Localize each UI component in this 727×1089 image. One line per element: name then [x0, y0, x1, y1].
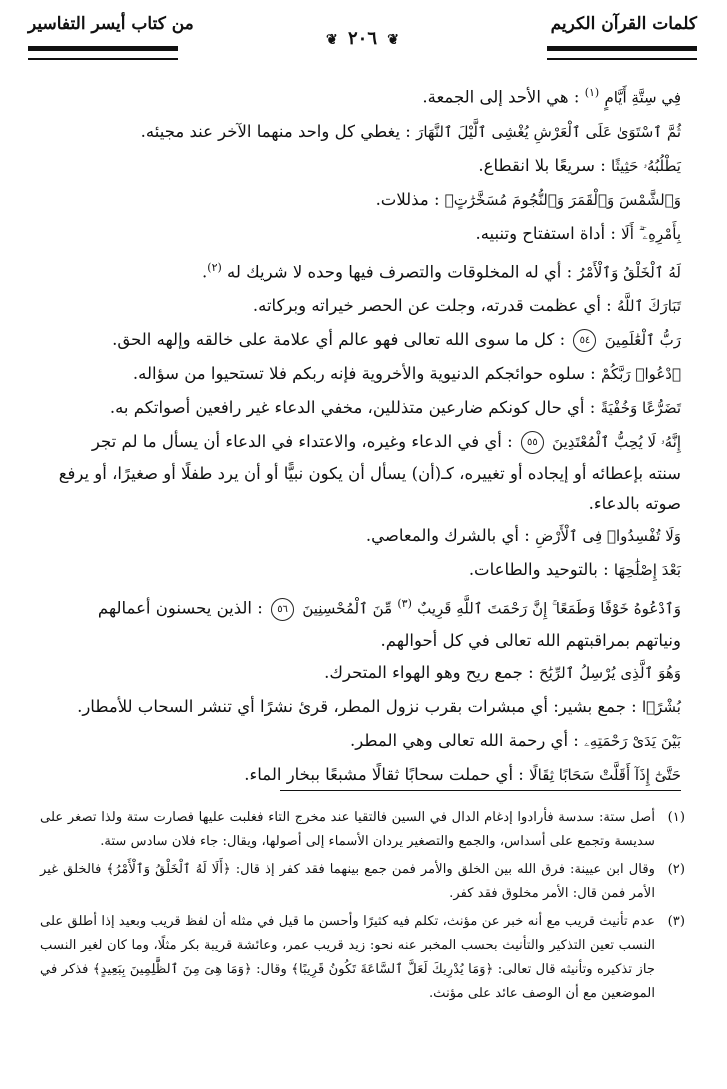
header-rule [547, 46, 697, 51]
quran-term: وَهُوَ ٱلَّذِى يُرْسِلُ ٱلرِّيَٰحَ [538, 663, 681, 682]
page-number-group [322, 28, 403, 49]
glossary-entry [42, 251, 681, 290]
term-meaning: : أي له المخلوقات والتصرف فيها وحده لا شريك له [227, 262, 573, 281]
quran-term: بُشْرًۢا [641, 697, 681, 716]
glossary-entry [42, 323, 681, 357]
term-meaning: : كل ما سوى الله تعالى فهو عالم أي علامة على خالقه وإلهه الحق. [112, 330, 566, 349]
ayah-number-icon: ٥٤ [573, 329, 596, 352]
glossary-entry [42, 519, 681, 553]
footnote [40, 806, 685, 854]
term-meaning: : أداة استفتاح وتنبيه. [475, 223, 616, 243]
quran-term: تَضَرُّعًا وَخُفْيَةً [600, 399, 681, 417]
footnote-text: أصل ستة: سدسة فأرادوا إدغام الدال في السين فالتقيا عند مخرج التاء فغلبت عليها فصارت ستة ولذا تصغر على سديسة وتجمع على أسداس، والجمع والتصغير يردان الأسماء إلى أصولها، ويقال: جاء فلان سادس ستة. [40, 810, 655, 849]
term-meaning: : أي بالشرك والمعاصي. [365, 526, 530, 545]
footnote-separator [280, 790, 681, 791]
quran-term: رَبُّ ٱلْعَٰلَمِينَ [604, 331, 681, 349]
ayah-number-icon: ٥٦ [271, 598, 294, 621]
quran-term: يَطْلُبُهُۥ حَثِيثًا [611, 156, 681, 175]
quran-term: وَٱلشَّمْسَ وَٱلْقَمَرَ وَٱلنُّجُومَ مُسَخَّرَٰتٍۭ [444, 190, 681, 209]
header-rule [28, 58, 178, 60]
glossary-entry [42, 656, 681, 690]
page-header [28, 14, 697, 54]
glossary-entry [42, 724, 681, 758]
header-rule [28, 46, 178, 51]
ornament-icon: ❦ [325, 32, 338, 48]
quran-term: بَعْدَ إِصْلَٰحِهَا [613, 561, 681, 579]
source-title: من كتاب أيسر التفاسير [28, 14, 194, 34]
term-meaning: : جمع بشير: أي مبشرات بقرب نزول المطر، قرئ نشرًا أي تنشر السحاب للأمطار. [77, 696, 637, 716]
term-meaning: : أي عظمت قدرته، وجلت عن الحصر خيراته وبركاته. [252, 296, 612, 315]
glossary-entry [42, 690, 681, 724]
page-number: ٢٠٦ [347, 28, 378, 49]
term-meaning: : جمع ريح وهو الهواء المتحرك. [324, 662, 534, 682]
footnote [40, 858, 685, 906]
term-meaning: : أي حملت سحابًا ثقالًا مشبعًا ببخار الماء. [244, 764, 524, 784]
term-meaning: : الذين يحسنون أعمالهم [97, 598, 263, 618]
ornament-icon: ❦ [387, 32, 400, 48]
quran-term: ثُمَّ ٱسْتَوَىٰ عَلَى ٱلْعَرْشِ يُغْشِى ٱلَّيْلَ ٱلنَّهَارَ [416, 122, 681, 141]
glossary-entry [42, 587, 681, 626]
quran-term: ٱدْعُوا۟ رَبَّكُمْ [600, 365, 681, 383]
glossary-entry [42, 115, 681, 149]
glossary-continuation: صوته بالدعاء. [588, 494, 681, 513]
glossary-entry [42, 357, 681, 391]
term-end: . [202, 262, 208, 281]
footnote-ref[interactable]: (٣) [397, 597, 412, 610]
footnote [40, 910, 685, 1006]
glossary-entry [42, 758, 681, 792]
term-meaning: : سريعًا بلا انقطاع. [478, 155, 606, 175]
term-meaning: : مذللات. [375, 189, 440, 209]
footnote-number: (٣) [667, 914, 685, 929]
term-meaning: : أي في الدعاء وغيره، والاعتداء في الدعاء أن يسأل ما لم تجر [91, 432, 513, 451]
glossary-entry [42, 183, 681, 217]
term-meaning: : يغطي كل واحد منهما الآخر عند مجيئه. [140, 121, 411, 141]
footnote-number: (١) [667, 810, 685, 825]
glossary-body [42, 76, 681, 792]
quran-term: بِأَمْرِهِۦٓ ۗ أَلَا [621, 224, 681, 243]
footnote-text: وقال ابن عيينة: فرق الله بين الخلق والأمر فمن جمع بينهما فقد كفر إذ قال: ﴿أَلَا لَهُ ٱلْخَلْقُ وَٱلْأَمْرُ﴾ فالخلق غير الأمر فمن قال: الأمر مخلوق فقد كفر. [40, 862, 655, 901]
glossary-entry [42, 217, 681, 251]
term-meaning: : سلوه حوائجكم الدنيوية والأخروية فإنه ربكم فلا تستحيوا من سؤاله. [132, 364, 596, 383]
footnote-ref[interactable]: (٢) [207, 260, 222, 274]
glossary-entry [42, 553, 681, 587]
glossary-entry [42, 391, 681, 425]
quran-term: تَبَارَكَ ٱللَّهُ [616, 297, 681, 315]
footnote-text: عدم تأنيث قريب مع أنه خبر عن مؤنث، تكلم فيه كثيرًا وأحسن ما قيل في مثله أن لفظ قريب وبعيد إذا أطلق على النسب تعين التذكير والتأنيث بحسب المخبر عنه نحو: زيد قريب عمر، وعائشة قريبة بكر مثلًا، وما كان لغير النسب جاز تذكيره وتأنيثه قال تعالى: ﴿وَمَا يُدْرِيكَ لَعَلَّ ٱلسَّاعَةَ تَكُونُ قَرِيبًا﴾ وقال: ﴿وَمَا هِىَ مِنَ ٱلظَّٰلِمِينَ بِبَعِيدٍ﴾ فذكر في الموضعين مع أن الوصف عائد على مؤنث. [40, 914, 655, 1001]
glossary-entry [42, 76, 681, 115]
ayah-number-icon: ٥٥ [521, 431, 544, 454]
book-title: كلمات القرآن الكريم [550, 14, 697, 34]
quran-term: مِّنَ ٱلْمُحْسِنِينَ [302, 599, 393, 618]
glossary-entry [42, 289, 681, 323]
quran-term: وَلَا تُفْسِدُوا۟ فِى ٱلْأَرْضِ [535, 527, 681, 545]
glossary-entry [42, 149, 681, 183]
term-meaning: : بالتوحيد والطاعات. [468, 560, 609, 579]
glossary-entry [42, 425, 681, 459]
quran-term: فِي سِتَّةِ أَيَّامٍ [604, 88, 681, 107]
footnote-ref[interactable]: (١) [584, 86, 600, 99]
footnotes [40, 806, 685, 1010]
quran-term: وَٱدْعُوهُ خَوْفًا وَطَمَعًا ۚ إِنَّ رَحْمَتَ ٱللَّهِ قَرِيبٌ [417, 599, 681, 618]
header-rule [547, 58, 697, 60]
quran-term: بَيْنَ يَدَىْ رَحْمَتِهِۦ [584, 731, 681, 750]
term-meaning: : أي حال كونكم ضارعين متذللين، مخفي الدعاء غير رافعين أصواتكم به. [109, 398, 596, 417]
quran-term: لَهُ ٱلْخَلْقُ وَٱلْأَمْرُ [577, 263, 681, 281]
term-meaning: : هي الأحد إلى الجمعة. [422, 87, 580, 107]
quran-term: إِنَّهُۥ لَا يُحِبُّ ٱلْمُعْتَدِينَ [552, 433, 681, 451]
footnote-number: (٢) [667, 862, 685, 877]
glossary-continuation: ونياتهم بمراقبتهم الله تعالى في كل أحوالهم. [380, 630, 681, 650]
quran-term: حَتَّىٰٓ إِذَآ أَقَلَّتْ سَحَابًا ثِقَالًا [529, 765, 681, 784]
glossary-continuation: سنته بإعطائه أو إيجاده أو تغييره، كـ(أن) يسأل أن يكون نبيًّا أو أن يرد طفلًا أو صغيرًا، أو يرفع [58, 464, 681, 483]
term-meaning: : أي رحمة الله تعالى وهي المطر. [350, 730, 579, 750]
